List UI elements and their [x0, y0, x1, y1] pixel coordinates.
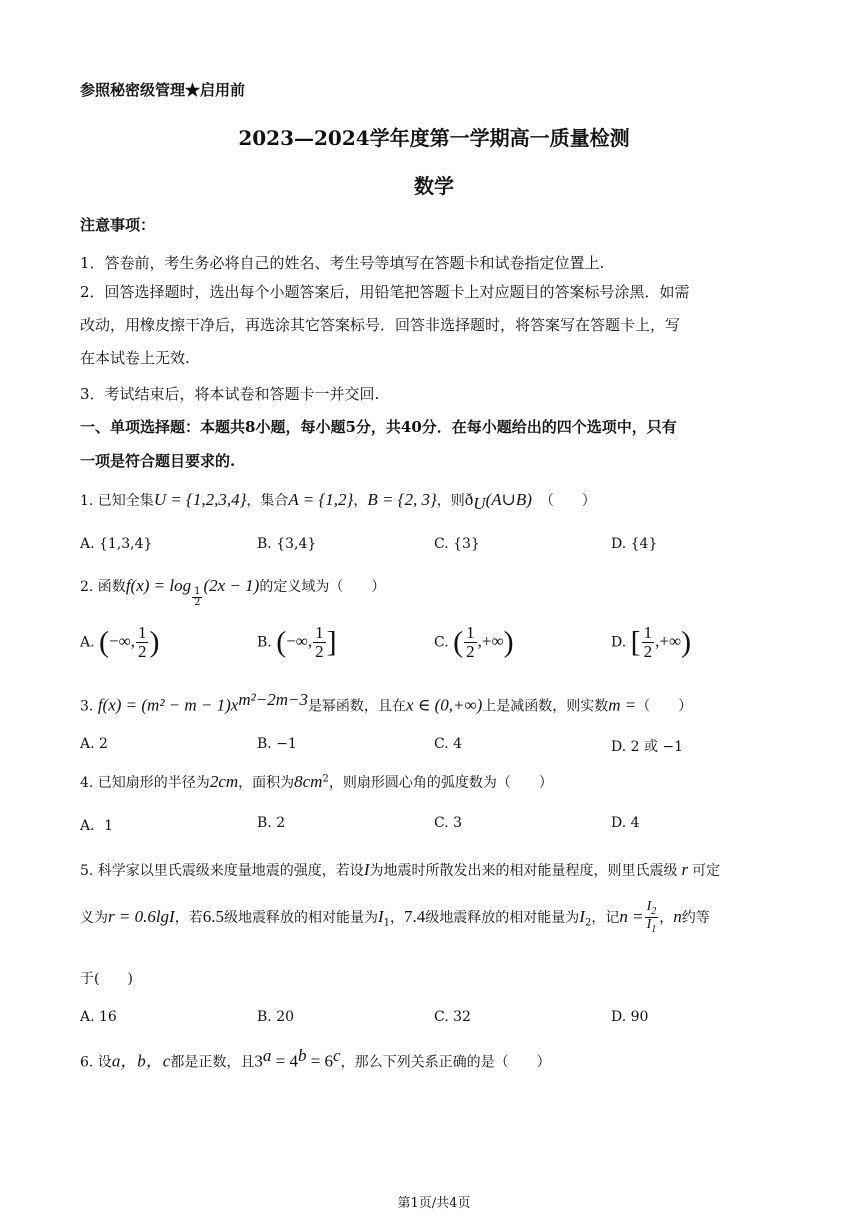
- q4-radius: 2cm: [209, 772, 239, 791]
- q2-c-half: $\frac{1}{2}$: [466, 623, 475, 661]
- q1-sep: ，: [353, 493, 368, 509]
- q5-option-d: D. 90: [611, 1009, 649, 1025]
- q3-suffix: 上是减函数，则实数: [482, 698, 609, 715]
- q5-option-b: B. 20: [257, 1009, 295, 1025]
- q2-log-base: $\frac{1}{2}$: [194, 585, 201, 608]
- q4-prefix: 4. 已知扇形的半径为: [80, 775, 210, 791]
- q5-formula: r = 0.6lgI: [108, 906, 175, 926]
- q2-option-c: C. ( $\frac{1}{2}$ ,+∞): [434, 623, 514, 661]
- question-5-line-3: 于( ): [80, 971, 133, 987]
- q1-complement-sub: U: [473, 493, 486, 513]
- q3-option-d: D. 2 或 −1: [611, 739, 684, 755]
- q1-option-d: D. {4}: [611, 536, 658, 552]
- question-6: 6. 设a，b，c都是正数，且$3^a = 4^b = 6^c$，那么下列关系正确的是（ ）: [80, 1046, 551, 1071]
- q4-option-c: C. 3: [434, 815, 463, 831]
- q1-universal-set: U = {1,2,3,4}: [153, 490, 247, 509]
- q3-function: f(x) = (m² − m − 1)x: [97, 695, 239, 715]
- q2-option-b: B. (−∞, $\frac{1}{2}$ ]: [257, 623, 337, 661]
- page-number: 第1页/共4页: [397, 1196, 471, 1211]
- q1-text-mid1: ，集合: [246, 493, 289, 509]
- q3-paren: （ ）: [636, 698, 693, 715]
- section-1-heading-line-2: 一项是符合题目要求的.: [80, 452, 236, 470]
- notice-item-2-line-3: 在本试卷上无效.: [80, 349, 190, 367]
- question-5-line-2: 义为r = 0.6lgI，若6.5级地震释放的相对能量为$I_1$，7.4级地震释放的相对能量为$I_2$，记n = $\frac{I_2}{I_1}$ ，n约等: [80, 899, 710, 936]
- q1-set-b: B = {2, 3}: [367, 490, 437, 509]
- q1-option-c: C. {3}: [434, 536, 480, 552]
- notice-heading: 注意事项：: [80, 216, 156, 234]
- q4-area-sup: 2: [322, 773, 329, 785]
- notice-item-3: 3．考试结束后，将本试卷和答题卡一并交回.: [80, 385, 380, 403]
- notice-item-1: 1．答卷前，考生务必将自己的姓名、考生号等填写在答题卡和试卷指定位置上.: [80, 254, 605, 272]
- q3-option-b: B. −1: [257, 736, 297, 752]
- q3-option-c: C. 4: [434, 736, 463, 752]
- q2-b-half: $\frac{1}{2}$: [315, 623, 324, 661]
- question-2: [80, 576, 385, 609]
- q5-ratio-fraction: $\frac{I_2}{I_1}$: [646, 899, 657, 936]
- q3-mid: 是幂函数，且在: [307, 698, 406, 715]
- q3-var: m =: [608, 695, 637, 715]
- q2-d-half: $\frac{1}{2}$: [643, 623, 653, 661]
- q5-var-i: I: [363, 860, 370, 879]
- q4-suffix: ，则扇形圆心角的弧度数为（ ）: [328, 775, 553, 791]
- q5-option-a: A. 16: [80, 1009, 117, 1025]
- q4-option-b: B. 2: [257, 815, 286, 831]
- q2-option-a: A. (−∞, $\frac{1}{2}$ ): [80, 623, 160, 661]
- q1-set-a: A = {1,2}: [288, 490, 354, 509]
- q1-complement-symbol: ð: [464, 490, 474, 509]
- q5-option-c: C. 32: [434, 1009, 471, 1025]
- q1-text-mid2: ，则: [436, 493, 465, 509]
- q2-argument: (2x − 1): [203, 576, 260, 595]
- q3-exponent: m²−2m−3: [238, 690, 308, 709]
- question-3: [80, 690, 692, 716]
- q3-domain: x ∈ (0,+∞): [405, 695, 483, 715]
- exam-title: 2023—2024学年度第一学期高一质量检测: [238, 126, 630, 150]
- q6-vars: a，b，c: [111, 1051, 171, 1071]
- q4-option-a: A．1: [80, 818, 114, 834]
- q1-union-expr: (A∪B): [485, 490, 532, 509]
- question-5-line-1: 5. 科学家以里氏震级来度量地震的强度，若设I为地震时所散发出来的相对能量程度，则里氏震级 r 可定: [80, 860, 721, 879]
- q5-var-r: r: [681, 860, 689, 879]
- q4-option-d: D. 4: [611, 815, 640, 831]
- q4-mid: ，面积为: [238, 775, 295, 791]
- q2-function: f(x) = log: [125, 576, 192, 595]
- notice-item-2-line-2: 改动，用橡皮擦干净后，再选涂其它答案标号．回答非选择题时，将答案写在答题卡上，写: [80, 316, 681, 334]
- subject-title: 数学: [414, 174, 454, 198]
- q2-a-half: $\frac{1}{2}$: [137, 623, 147, 661]
- q4-area: 8cm: [294, 772, 323, 791]
- question-1: [80, 490, 596, 514]
- q2-option-d: D. [ $\frac{1}{2}$ ,+∞): [611, 623, 692, 661]
- q1-option-b: B. {3,4}: [257, 536, 317, 552]
- q2-suffix: 的定义域为（ ）: [259, 579, 386, 595]
- q3-option-a: A. 2: [80, 736, 108, 752]
- question-4: [80, 772, 553, 792]
- q1-prefix: 1. 已知全集: [80, 493, 154, 509]
- q3-prefix: 3.: [80, 698, 94, 715]
- section-1-heading-line-1: 一、单项选择题：本题共8小题，每小题5分，共40分．在每小题给出的四个选项中，只有: [80, 418, 677, 436]
- q1-answer-paren: （ ）: [539, 493, 596, 509]
- notice-item-2-line-1: 2．回答选择题时，选出每个小题答案后，用铅笔把答题卡上对应题目的答案标号涂黑．如需: [80, 283, 690, 301]
- q1-option-a: A. {1,3,4}: [80, 536, 153, 552]
- q2-prefix: 2. 函数: [80, 579, 126, 595]
- secret-level-label: 参照秘密级管理★启用前: [80, 81, 246, 99]
